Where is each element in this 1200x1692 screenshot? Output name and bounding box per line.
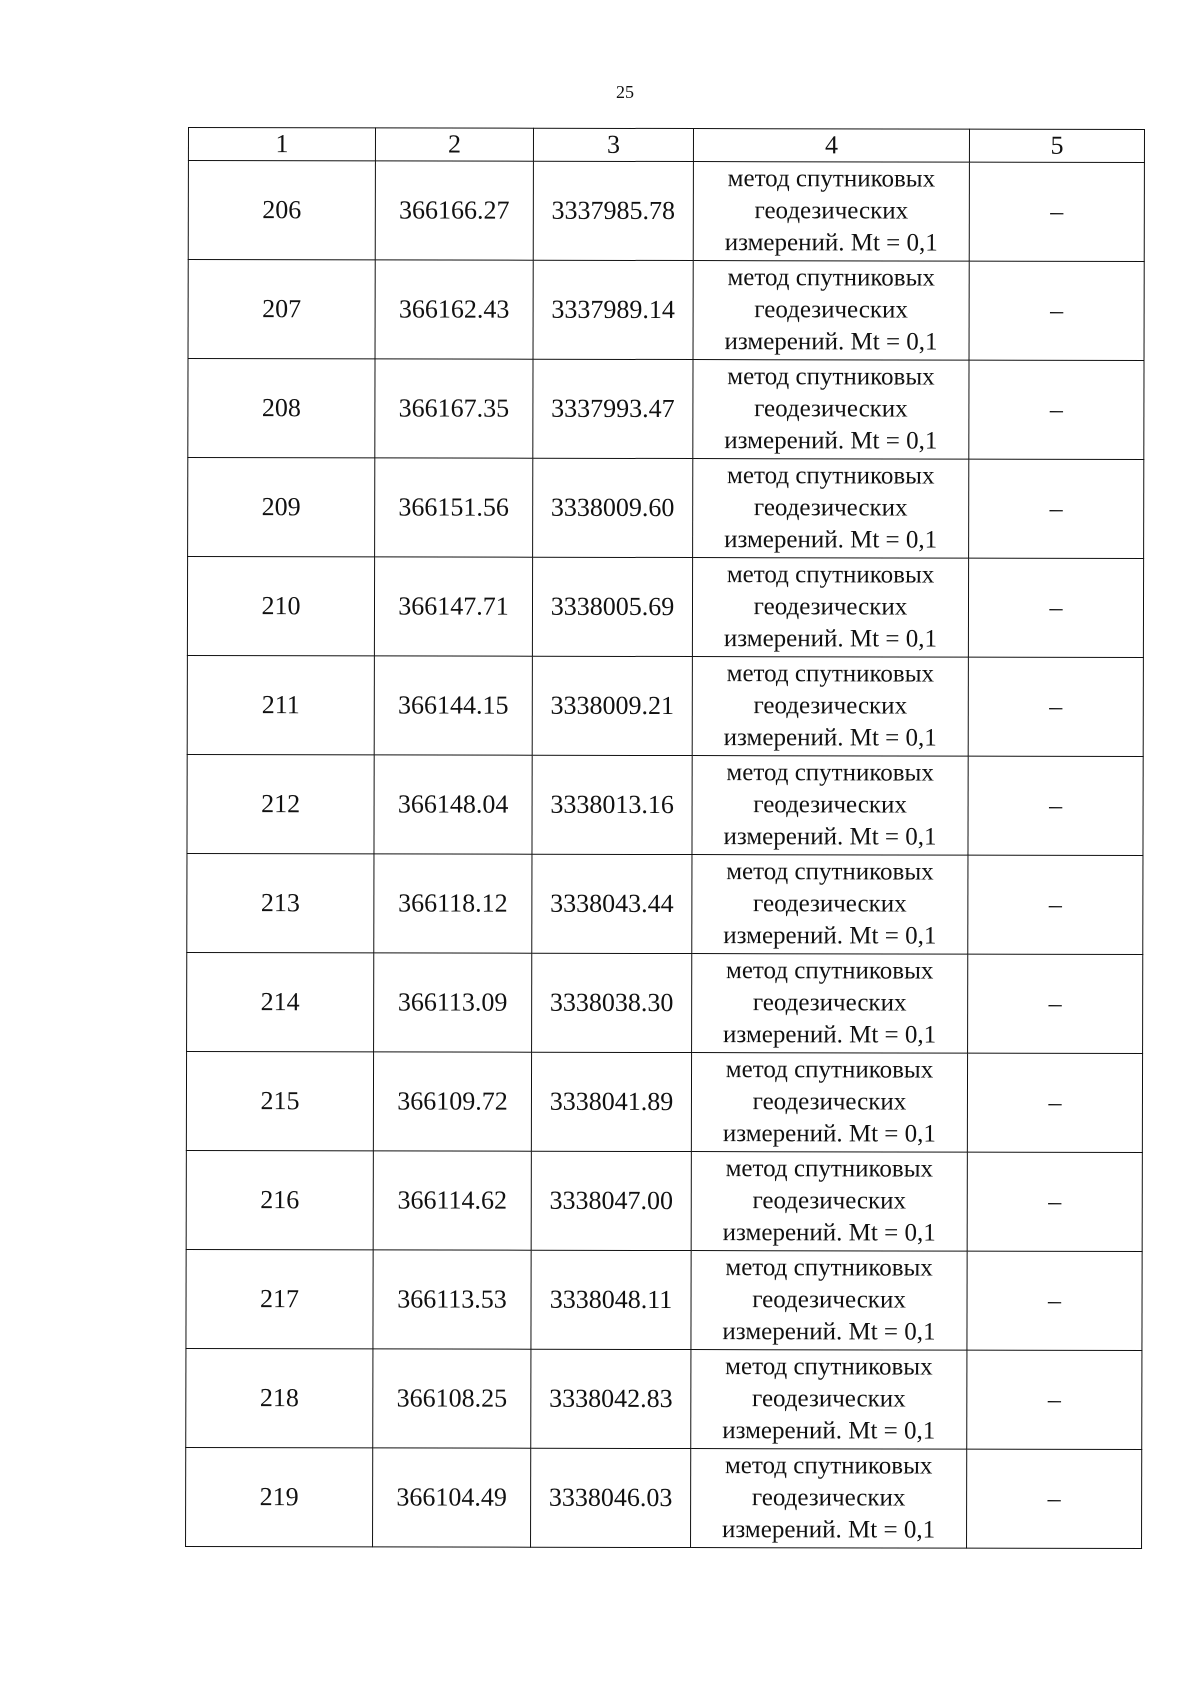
point-number-cell: 213: [187, 853, 374, 952]
header-col-2: 2: [375, 128, 533, 161]
method-line: метод спутниковых: [724, 1452, 933, 1480]
method-line: метод спутниковых: [725, 1254, 933, 1282]
coordinate-x-cell: 366162.43: [375, 260, 533, 359]
table-body: [186, 161, 1145, 1549]
point-number-cell: 216: [186, 1150, 373, 1249]
note-cell: –: [967, 1251, 1142, 1350]
table-row: [187, 557, 1143, 658]
coordinate-x-cell: 366114.62: [373, 1151, 531, 1250]
header-col-4: 4: [693, 129, 969, 163]
method-cell: [692, 558, 968, 658]
table-row: [188, 359, 1144, 460]
coordinate-y-cell: 3338042.83: [531, 1349, 691, 1448]
coordinate-x-cell: 366113.09: [374, 953, 532, 1052]
method-line: геодезических: [753, 692, 908, 720]
method-cell: [692, 855, 968, 955]
method-line: измерений. Mt = 0,1: [722, 1417, 936, 1445]
method-line: геодезических: [753, 890, 907, 918]
note-cell: –: [969, 360, 1144, 459]
coordinate-y-cell: 3338047.00: [531, 1151, 691, 1250]
point-number-cell: 218: [186, 1348, 373, 1447]
method-cell: [691, 1251, 967, 1351]
coordinate-y-cell: 3338046.03: [531, 1448, 691, 1547]
method-cell: [691, 1350, 967, 1450]
table-row: [188, 161, 1144, 262]
method-line: метод спутниковых: [726, 858, 934, 886]
method-cell: [692, 657, 968, 757]
note-cell: –: [968, 756, 1143, 855]
method-line: геодезических: [753, 494, 908, 522]
point-number-cell: 208: [188, 359, 375, 458]
method-line: геодезических: [751, 1484, 906, 1512]
method-line: измерений. Mt = 0,1: [721, 1516, 936, 1544]
table-row: [187, 853, 1143, 954]
coordinate-x-cell: 366113.53: [373, 1250, 531, 1349]
table-row: [187, 655, 1143, 756]
coordinate-y-cell: 3338038.30: [532, 953, 692, 1052]
point-number-cell: 217: [186, 1249, 373, 1348]
coordinate-y-cell: 3337993.47: [533, 359, 693, 458]
method-line: геодезических: [752, 989, 907, 1017]
point-number-cell: 212: [187, 754, 374, 853]
coordinate-x-cell: 366148.04: [374, 755, 532, 854]
point-number-cell: 214: [187, 952, 374, 1051]
method-line: геодезических: [753, 791, 907, 819]
coordinate-y-cell: 3338009.21: [532, 656, 692, 755]
method-line: метод спутниковых: [727, 462, 935, 490]
page-number: 25: [616, 82, 634, 102]
coordinate-x-cell: 366109.72: [373, 1052, 531, 1151]
method-cell: [691, 1053, 967, 1153]
table-row: [188, 458, 1144, 559]
table-row: [187, 754, 1143, 855]
point-number-cell: 209: [188, 458, 375, 557]
method-line: геодезических: [752, 1286, 906, 1314]
method-line: метод спутниковых: [727, 264, 935, 292]
point-number-cell: 219: [186, 1447, 373, 1546]
method-line: измерений. Mt = 0,1: [723, 823, 937, 851]
point-number-cell: 207: [188, 260, 375, 359]
method-cell: [692, 954, 968, 1054]
note-cell: –: [968, 855, 1143, 954]
method-line: геодезических: [754, 296, 908, 324]
note-cell: –: [967, 1053, 1142, 1152]
method-line: метод спутниковых: [726, 660, 935, 688]
note-cell: –: [968, 558, 1143, 657]
point-number-cell: 210: [187, 557, 374, 656]
coordinate-y-cell: 3338048.11: [531, 1250, 691, 1349]
coordinate-y-cell: 3338043.44: [532, 854, 692, 953]
table-row: [186, 1051, 1142, 1152]
method-line: измерений. Mt = 0,1: [722, 1318, 936, 1346]
method-line: измерений. Mt = 0,1: [723, 1021, 937, 1049]
table-row: [187, 952, 1143, 1053]
method-line: геодезических: [754, 197, 909, 225]
note-cell: –: [967, 1449, 1142, 1548]
note-cell: –: [969, 162, 1144, 261]
table-row: [186, 1447, 1142, 1548]
method-line: геодезических: [753, 593, 908, 621]
method-line: метод спутниковых: [726, 759, 934, 787]
coordinate-x-cell: 366108.25: [373, 1349, 531, 1448]
method-cell: [693, 162, 969, 262]
table-row: [186, 1150, 1142, 1251]
coordinate-x-cell: 366166.27: [375, 161, 533, 260]
coordinate-x-cell: 366147.71: [374, 557, 532, 656]
method-line: метод спутниковых: [725, 1056, 934, 1084]
method-line: метод спутниковых: [727, 363, 935, 391]
method-line: измерений. Mt = 0,1: [724, 427, 938, 455]
method-line: метод спутниковых: [727, 165, 936, 193]
coordinate-x-cell: 366144.15: [374, 656, 532, 755]
note-cell: –: [968, 954, 1143, 1053]
method-line: измерений. Mt = 0,1: [723, 922, 937, 950]
coordinate-x-cell: 366118.12: [374, 854, 532, 953]
note-cell: –: [967, 1152, 1142, 1251]
table-header-row: [188, 128, 1144, 163]
method-line: измерений. Mt = 0,1: [723, 625, 937, 653]
coordinate-y-cell: 3337985.78: [533, 161, 693, 260]
method-line: измерений. Mt = 0,1: [724, 526, 938, 554]
header-col-3: 3: [533, 128, 693, 161]
point-number-cell: 206: [188, 161, 375, 260]
method-cell: [693, 261, 969, 361]
coordinate-y-cell: 3337989.14: [533, 260, 693, 359]
header-col-1: 1: [188, 128, 375, 161]
coordinate-y-cell: 3338041.89: [531, 1052, 691, 1151]
method-line: геодезических: [752, 1088, 907, 1116]
coordinate-x-cell: 366167.35: [375, 359, 533, 458]
method-line: измерений. Mt = 0,1: [722, 1120, 936, 1148]
table-row: [188, 260, 1144, 361]
coordinate-x-cell: 366151.56: [375, 458, 533, 557]
method-cell: [693, 459, 969, 559]
coordinate-y-cell: 3338005.69: [532, 557, 692, 656]
method-line: геодезических: [752, 1187, 907, 1215]
method-line: измерений. Mt = 0,1: [722, 1219, 936, 1247]
point-number-cell: 215: [186, 1051, 373, 1150]
method-line: геодезических: [754, 395, 908, 423]
method-line: измерений. Mt = 0,1: [723, 724, 937, 752]
coordinate-x-cell: 366104.49: [373, 1448, 531, 1547]
method-line: метод спутниковых: [725, 1155, 934, 1183]
method-line: измерений. Mt = 0,1: [724, 328, 938, 356]
method-line: геодезических: [752, 1385, 906, 1413]
coordinate-y-cell: 3338013.16: [532, 755, 692, 854]
note-cell: –: [969, 459, 1144, 558]
coordinates-table: [185, 127, 1145, 1549]
method-cell: [692, 756, 968, 856]
method-line: метод спутниковых: [725, 1353, 933, 1381]
note-cell: –: [968, 657, 1143, 756]
point-number-cell: 211: [187, 655, 374, 754]
header-col-5: 5: [969, 129, 1144, 162]
coordinates-table-container: [185, 127, 1144, 1549]
method-line: метод спутниковых: [726, 957, 934, 985]
note-cell: –: [969, 261, 1144, 360]
method-cell: [693, 360, 969, 460]
method-line: измерений. Mt = 0,1: [724, 229, 938, 257]
table-row: [186, 1348, 1142, 1449]
method-cell: [691, 1152, 967, 1252]
table-row: [186, 1249, 1142, 1350]
method-cell: [691, 1449, 967, 1549]
coordinate-y-cell: 3338009.60: [533, 458, 693, 557]
method-line: метод спутниковых: [726, 561, 935, 589]
note-cell: –: [967, 1350, 1142, 1449]
